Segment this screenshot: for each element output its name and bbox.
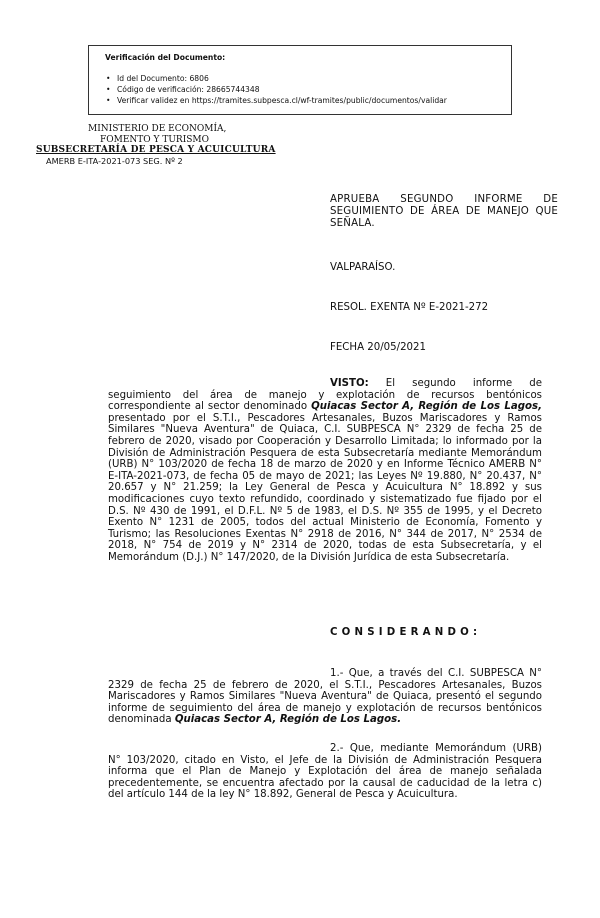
resolution-number: RESOL. EXENTA Nº E-2021-272: [330, 302, 489, 313]
verification-box: [88, 45, 512, 115]
visto-paragraph: [108, 378, 542, 564]
visto-sector: Quiacas Sector A, Región de Los Lagos,: [311, 401, 542, 413]
verification-list: [105, 73, 511, 106]
verification-title: Verificación del Documento:: [105, 53, 226, 62]
resolution-date: FECHA 20/05/2021: [330, 342, 426, 353]
considerando-paragraph-2: 2.- Que, mediante Memorándum (URB) N° 103/2020, citado en Visto, el Jefe de la División de Administración Pesquera informa que el Plan de Manejo y Explotación del área de manejo señalada precedentemente, se encuentra afectado por la causal de caducidad de la letra c) del artículo 144 de la ley N° 18.892, General de Pesca y Acuicultura.: [108, 743, 542, 801]
city: VALPARAÍSO.: [330, 262, 396, 273]
verification-code: • Código de verificación: 28665744348: [105, 84, 511, 95]
resolution-summary: APRUEBA SEGUNDO INFORME DE SEGUIMIENTO DE ÁREA DE MANEJO QUE SEÑALA.: [330, 194, 558, 230]
ministry-subtitle: FOMENTO Y TURISMO: [100, 134, 210, 145]
visto-text-1: El segundo informe de seguimiento del área de manejo y explotación de recursos bentónicos correspondiente al sector denominado: [108, 378, 542, 413]
verification-url[interactable]: • Verificar validez en https://tramites.subpesca.cl/wf-tramites/public/documentos/validar: [105, 95, 511, 106]
ministry-name: MINISTERIO DE ECONOMÍA,: [88, 124, 227, 134]
visto-text-2: presentado por el S.T.I., Pescadores Artesanales, Buzos Mariscadores y Ramos Similares "Nueva Aventura" de Quiaca, C.I. SUBPESCA N° 2329 de fecha 25 de febrero de 2020, visado por Cooperación y Desarrollo Limitada; lo informado por la División de Administración Pesquera de esta Subsecretaría mediante Memorándum (URB) N° 103/2020 de fecha 18 de marzo de 2020 y en Informe Técnico AMERB N° E-ITA-2021-073, de fecha 05 de mayo de 2021; las Leyes Nº 19.880, N° 20.437, N° 20.657 y N° 21.259; la Ley General de Pesca y Acuicultura N° 18.892 y sus modificaciones cuyo texto refundido, coordinado y sistematizado fue fijado por el D.S. Nº 430 de 1991, el D.F.L. Nº 5 de 1983, el D.S. Nº 355 de 1995, y el Decreto Exento N° 1231 de 2005, todos del actual Ministerio de Economía, Fomento y Turismo; las Resoluciones Exentas N° 2918 de 2016, N° 344 de 2017, N° 2534 de 2018, N° 754 de 2019 y N° 2314 de 2020, todas de esta Subsecretaría, y el Memorándum (D.J.) N° 147/2020, de la División Jurídica de esta Subsecretaría.: [108, 412, 542, 563]
considerando-1-sector: Quiacas Sector A, Región de Los Lagos.: [174, 714, 402, 726]
letterhead: [36, 124, 296, 166]
amerb-reference: AMERB E-ITA-2021-073 SEG. Nº 2: [46, 155, 183, 166]
verification-id: • Id del Documento: 6806: [105, 73, 511, 84]
subsecretaria-name: SUBSECRETARÍA DE PESCA Y ACUICULTURA: [36, 145, 276, 155]
considerando-1-text: 1.- Que, a través del C.I. SUBPESCA N° 2329 de fecha 25 de febrero de 2020, el S.T.I., Pescadores Artesanales, Buzos Mariscadores y Ramos Similares "Nueva Aventura" de Quiaca, presentó el segundo informe de seguimiento del área de manejo y explotación de recursos bentónicos denominada: [108, 668, 542, 726]
considerando-paragraph-1: [108, 668, 542, 726]
considerando-heading: CONSIDERANDO:: [330, 627, 482, 638]
visto-label: VISTO:: [330, 378, 369, 389]
